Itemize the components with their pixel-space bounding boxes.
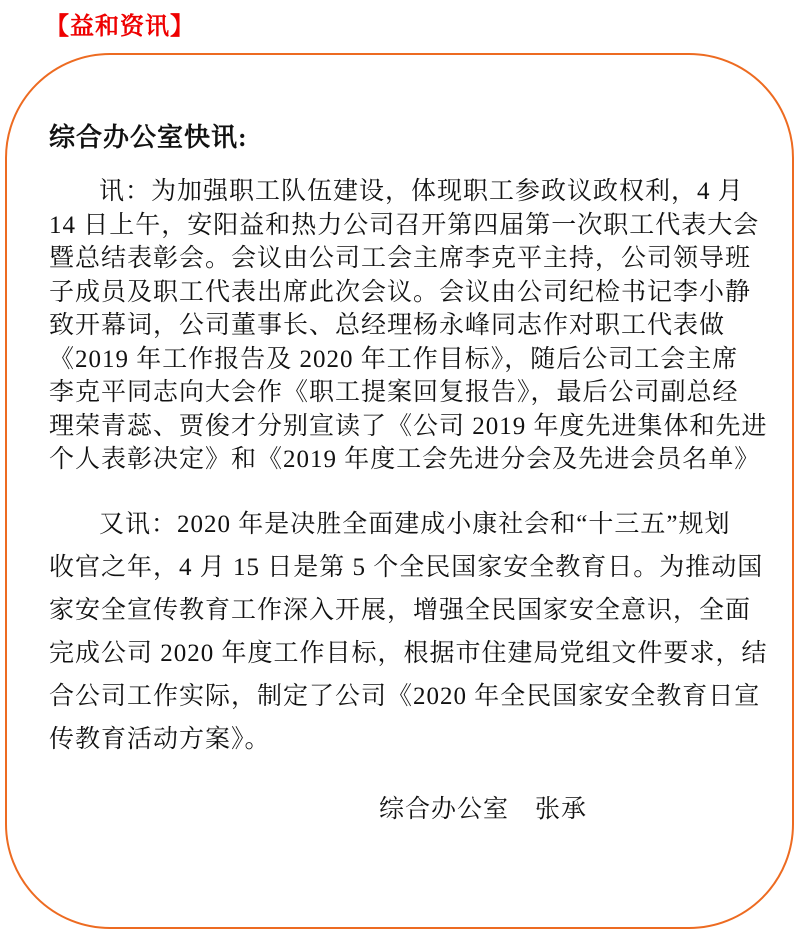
paragraph-line: 讯：为加强职工队伍建设，体现职工参政议政权利，4 月	[99, 178, 744, 205]
paragraph-line: 完成公司 2020 年度工作目标，根据市住建局党组文件要求，结	[49, 639, 768, 667]
masthead-title: 【益和资讯】	[45, 13, 195, 40]
paragraph-line: 传教育活动方案》。	[49, 725, 271, 753]
paragraph-line: 合公司工作实际，制定了公司《2020 年全民国家安全教育日宣	[49, 682, 761, 710]
paragraph-line: 家安全宣传教育工作深入开展，增强全民国家安全意识，全面	[49, 596, 752, 624]
section-heading: 综合办公室快讯:	[49, 123, 248, 152]
paragraph-line: 理荣青蕊、贾俊才分别宣读了《公司 2019 年度先进集体和先进	[49, 412, 768, 440]
signature-line: 综合办公室 张承	[379, 795, 588, 823]
paragraph-line: 收官之年，4 月 15 日是第 5 个全民国家安全教育日。为推动国	[49, 553, 764, 581]
paragraph-line: 个人表彰决定》和《2019 年度工会先进分会及先进会员名单》	[49, 446, 761, 473]
paragraph-line: 李克平同志向大会作《职工提案回复报告》，最后公司副总经	[49, 379, 739, 406]
document-frame	[5, 53, 794, 929]
news-paragraph-1	[49, 175, 768, 477]
document-content	[7, 55, 792, 927]
paragraph-line: 又讯：2020 年是决胜全面建成小康社会和“十三五”规划	[99, 510, 731, 538]
paragraph-line: 14 日上午，安阳益和热力公司召开第四届第一次职工代表大会	[49, 211, 760, 239]
news-paragraph-2	[49, 503, 768, 761]
paragraph-line: 致开幕词，公司董事长、总经理杨永峰同志作对职工代表做	[49, 312, 726, 339]
paragraph-line: 子成员及职工代表出席此次会议。会议由公司纪检书记李小静	[49, 278, 752, 306]
paragraph-line: 暨总结表彰会。会议由公司工会主席李克平主持，公司领导班	[49, 245, 752, 272]
paragraph-line: 《2019 年工作报告及 2020 年工作目标》，随后公司工会主席	[49, 345, 739, 373]
